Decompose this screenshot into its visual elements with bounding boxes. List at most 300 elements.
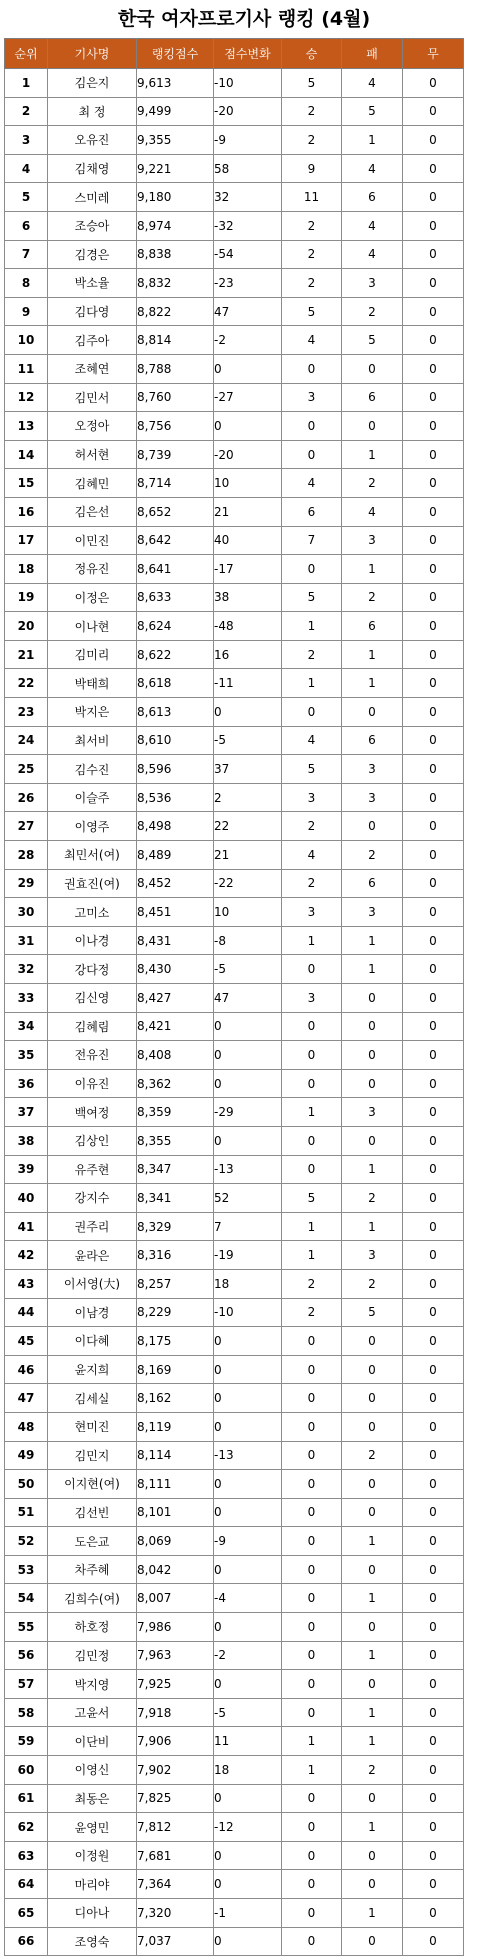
cell-name: 박태희 — [48, 669, 137, 698]
cell-name: 이유진 — [48, 1069, 137, 1098]
table-row — [5, 1241, 464, 1270]
cell-name: 윤지희 — [48, 1355, 137, 1384]
page-title: 한국 여자프로기사 랭킹 (4월) — [117, 8, 371, 30]
cell-draw: 0 — [403, 755, 464, 784]
cell-score: 8,408 — [137, 1041, 214, 1070]
cell-loss: 0 — [342, 1870, 403, 1899]
table-row — [5, 1584, 464, 1613]
cell-win: 6 — [282, 497, 342, 526]
cell-rank: 27 — [5, 812, 48, 841]
cell-change: 0 — [214, 698, 282, 727]
table-row — [5, 97, 464, 126]
cell-draw: 0 — [403, 1327, 464, 1356]
cell-draw: 0 — [403, 583, 464, 612]
cell-draw: 0 — [403, 240, 464, 269]
cell-name: 허서현 — [48, 440, 137, 469]
cell-score: 8,788 — [137, 354, 214, 383]
cell-win: 0 — [282, 1784, 342, 1813]
cell-loss: 0 — [342, 1327, 403, 1356]
cell-draw: 0 — [403, 269, 464, 298]
cell-win: 1 — [282, 669, 342, 698]
cell-draw: 0 — [403, 1927, 464, 1956]
cell-loss: 0 — [342, 698, 403, 727]
table-row — [5, 755, 464, 784]
cell-loss: 6 — [342, 383, 403, 412]
cell-name: 백여정 — [48, 1098, 137, 1127]
cell-name: 김은선 — [48, 497, 137, 526]
cell-score: 8,974 — [137, 211, 214, 240]
table-row — [5, 726, 464, 755]
cell-name: 김선빈 — [48, 1498, 137, 1527]
cell-rank: 66 — [5, 1927, 48, 1956]
cell-loss: 2 — [342, 469, 403, 498]
cell-score: 8,498 — [137, 812, 214, 841]
cell-score: 8,355 — [137, 1126, 214, 1155]
cell-loss: 1 — [342, 1813, 403, 1842]
cell-draw: 0 — [403, 1670, 464, 1699]
cell-rank: 18 — [5, 555, 48, 584]
cell-win: 7 — [282, 526, 342, 555]
cell-win: 9 — [282, 154, 342, 183]
cell-name: 이민진 — [48, 526, 137, 555]
cell-score: 8,822 — [137, 297, 214, 326]
cell-name: 권주리 — [48, 1212, 137, 1241]
cell-loss: 0 — [342, 1012, 403, 1041]
cell-draw: 0 — [403, 183, 464, 212]
table-row — [5, 898, 464, 927]
table-row — [5, 1298, 464, 1327]
cell-rank: 58 — [5, 1698, 48, 1727]
table-row — [5, 1041, 464, 1070]
cell-score: 8,642 — [137, 526, 214, 555]
cell-loss: 1 — [342, 1212, 403, 1241]
cell-win: 0 — [282, 1498, 342, 1527]
table-row — [5, 1470, 464, 1499]
cell-rank: 33 — [5, 984, 48, 1013]
cell-rank: 14 — [5, 440, 48, 469]
cell-name: 이남경 — [48, 1298, 137, 1327]
cell-name: 김혜림 — [48, 1012, 137, 1041]
cell-win: 0 — [282, 698, 342, 727]
cell-draw: 0 — [403, 1756, 464, 1785]
table-row — [5, 1870, 464, 1899]
cell-loss: 1 — [342, 555, 403, 584]
cell-rank: 19 — [5, 583, 48, 612]
cell-draw: 0 — [403, 1727, 464, 1756]
cell-name: 전유진 — [48, 1041, 137, 1070]
cell-name: 스미레 — [48, 183, 137, 212]
cell-rank: 54 — [5, 1584, 48, 1613]
cell-score: 7,825 — [137, 1784, 214, 1813]
cell-change: -2 — [214, 326, 282, 355]
cell-score: 9,355 — [137, 126, 214, 155]
cell-change: 10 — [214, 469, 282, 498]
cell-draw: 0 — [403, 97, 464, 126]
cell-loss: 0 — [342, 1670, 403, 1699]
cell-draw: 0 — [403, 1241, 464, 1270]
cell-win: 1 — [282, 1241, 342, 1270]
cell-win: 1 — [282, 1098, 342, 1127]
cell-name: 김미리 — [48, 640, 137, 669]
cell-loss: 4 — [342, 497, 403, 526]
header-name: 기사명 — [48, 39, 137, 69]
cell-name: 이슬주 — [48, 783, 137, 812]
cell-draw: 0 — [403, 1841, 464, 1870]
table-row — [5, 211, 464, 240]
cell-loss: 0 — [342, 1470, 403, 1499]
cell-rank: 25 — [5, 755, 48, 784]
cell-win: 1 — [282, 1756, 342, 1785]
cell-win: 2 — [282, 1298, 342, 1327]
cell-change: -22 — [214, 869, 282, 898]
cell-win: 0 — [282, 1899, 342, 1928]
cell-rank: 16 — [5, 497, 48, 526]
cell-win: 2 — [282, 240, 342, 269]
table-row — [5, 297, 464, 326]
cell-change: -11 — [214, 669, 282, 698]
cell-rank: 26 — [5, 783, 48, 812]
cell-win: 0 — [282, 1841, 342, 1870]
cell-loss: 4 — [342, 240, 403, 269]
cell-win: 0 — [282, 1555, 342, 1584]
cell-loss: 5 — [342, 1298, 403, 1327]
cell-score: 8,633 — [137, 583, 214, 612]
cell-loss: 2 — [342, 1756, 403, 1785]
cell-loss: 0 — [342, 1927, 403, 1956]
cell-win: 4 — [282, 726, 342, 755]
cell-score: 8,111 — [137, 1470, 214, 1499]
cell-draw: 0 — [403, 1441, 464, 1470]
cell-rank: 8 — [5, 269, 48, 298]
cell-rank: 23 — [5, 698, 48, 727]
cell-score: 7,925 — [137, 1670, 214, 1699]
table-row — [5, 1727, 464, 1756]
cell-change: 18 — [214, 1756, 282, 1785]
cell-change: 21 — [214, 841, 282, 870]
table-row — [5, 412, 464, 441]
cell-change: 58 — [214, 154, 282, 183]
cell-name: 이나경 — [48, 926, 137, 955]
cell-draw: 0 — [403, 926, 464, 955]
table-row — [5, 1555, 464, 1584]
header-draw: 무 — [403, 39, 464, 69]
cell-name: 김민지 — [48, 1441, 137, 1470]
cell-name: 김신영 — [48, 984, 137, 1013]
cell-score: 8,430 — [137, 955, 214, 984]
cell-win: 0 — [282, 1384, 342, 1413]
cell-win: 0 — [282, 1870, 342, 1899]
header-win: 승 — [282, 39, 342, 69]
cell-draw: 0 — [403, 1813, 464, 1842]
cell-loss: 4 — [342, 154, 403, 183]
cell-change: 0 — [214, 1784, 282, 1813]
cell-rank: 62 — [5, 1813, 48, 1842]
cell-score: 9,613 — [137, 69, 214, 98]
cell-draw: 0 — [403, 1498, 464, 1527]
cell-rank: 4 — [5, 154, 48, 183]
cell-draw: 0 — [403, 526, 464, 555]
cell-win: 2 — [282, 640, 342, 669]
cell-name: 김민서 — [48, 383, 137, 412]
table-row — [5, 1012, 464, 1041]
cell-change: 7 — [214, 1212, 282, 1241]
cell-draw: 0 — [403, 1384, 464, 1413]
cell-win: 11 — [282, 183, 342, 212]
cell-change: -5 — [214, 726, 282, 755]
cell-change: 37 — [214, 755, 282, 784]
cell-loss: 3 — [342, 755, 403, 784]
cell-loss: 1 — [342, 926, 403, 955]
cell-name: 최서비 — [48, 726, 137, 755]
cell-loss: 3 — [342, 898, 403, 927]
cell-draw: 0 — [403, 1784, 464, 1813]
cell-win: 1 — [282, 1727, 342, 1756]
cell-loss: 0 — [342, 984, 403, 1013]
cell-name: 이다혜 — [48, 1327, 137, 1356]
cell-name: 조영숙 — [48, 1927, 137, 1956]
cell-name: 하호정 — [48, 1613, 137, 1642]
cell-loss: 0 — [342, 812, 403, 841]
table-row — [5, 1269, 464, 1298]
cell-draw: 0 — [403, 869, 464, 898]
table-row — [5, 669, 464, 698]
table-row — [5, 1756, 464, 1785]
cell-loss: 1 — [342, 955, 403, 984]
header-change: 점수변화 — [214, 39, 282, 69]
cell-draw: 0 — [403, 1613, 464, 1642]
table-row — [5, 1412, 464, 1441]
cell-loss: 6 — [342, 612, 403, 641]
cell-win: 0 — [282, 1698, 342, 1727]
cell-loss: 0 — [342, 1613, 403, 1642]
cell-score: 7,906 — [137, 1727, 214, 1756]
cell-draw: 0 — [403, 1899, 464, 1928]
cell-loss: 1 — [342, 640, 403, 669]
cell-rank: 56 — [5, 1641, 48, 1670]
cell-change: 38 — [214, 583, 282, 612]
cell-loss: 0 — [342, 1041, 403, 1070]
cell-win: 0 — [282, 1155, 342, 1184]
cell-rank: 36 — [5, 1069, 48, 1098]
cell-loss: 3 — [342, 526, 403, 555]
table-row — [5, 1899, 464, 1928]
cell-score: 8,610 — [137, 726, 214, 755]
cell-win: 2 — [282, 1269, 342, 1298]
cell-rank: 51 — [5, 1498, 48, 1527]
cell-name: 고윤서 — [48, 1698, 137, 1727]
cell-name: 김주아 — [48, 326, 137, 355]
cell-draw: 0 — [403, 1527, 464, 1556]
cell-win: 4 — [282, 469, 342, 498]
cell-draw: 0 — [403, 1041, 464, 1070]
cell-name: 이정원 — [48, 1841, 137, 1870]
cell-rank: 57 — [5, 1670, 48, 1699]
cell-score: 8,641 — [137, 555, 214, 584]
cell-rank: 34 — [5, 1012, 48, 1041]
cell-score: 8,714 — [137, 469, 214, 498]
cell-win: 1 — [282, 926, 342, 955]
cell-change: 32 — [214, 183, 282, 212]
cell-win: 1 — [282, 612, 342, 641]
cell-rank: 44 — [5, 1298, 48, 1327]
cell-score: 8,431 — [137, 926, 214, 955]
cell-draw: 0 — [403, 497, 464, 526]
cell-change: -20 — [214, 440, 282, 469]
cell-change: -12 — [214, 1813, 282, 1842]
cell-rank: 7 — [5, 240, 48, 269]
cell-win: 5 — [282, 583, 342, 612]
cell-score: 8,257 — [137, 1269, 214, 1298]
cell-draw: 0 — [403, 1184, 464, 1213]
cell-change: -32 — [214, 211, 282, 240]
cell-draw: 0 — [403, 412, 464, 441]
cell-change: 22 — [214, 812, 282, 841]
cell-rank: 59 — [5, 1727, 48, 1756]
cell-score: 9,499 — [137, 97, 214, 126]
table-row — [5, 326, 464, 355]
cell-loss: 0 — [342, 1841, 403, 1870]
cell-name: 이나현 — [48, 612, 137, 641]
cell-win: 0 — [282, 1327, 342, 1356]
table-row — [5, 69, 464, 98]
cell-draw: 0 — [403, 1412, 464, 1441]
cell-rank: 22 — [5, 669, 48, 698]
cell-win: 0 — [282, 1126, 342, 1155]
cell-loss: 6 — [342, 183, 403, 212]
cell-draw: 0 — [403, 698, 464, 727]
cell-draw: 0 — [403, 1584, 464, 1613]
cell-change: 10 — [214, 898, 282, 927]
cell-name: 조승아 — [48, 211, 137, 240]
cell-name: 김다영 — [48, 297, 137, 326]
cell-draw: 0 — [403, 955, 464, 984]
cell-win: 0 — [282, 1412, 342, 1441]
cell-rank: 29 — [5, 869, 48, 898]
cell-score: 8,739 — [137, 440, 214, 469]
cell-rank: 46 — [5, 1355, 48, 1384]
cell-change: -20 — [214, 97, 282, 126]
cell-change: 47 — [214, 297, 282, 326]
cell-draw: 0 — [403, 383, 464, 412]
cell-name: 차주혜 — [48, 1555, 137, 1584]
cell-change: -9 — [214, 126, 282, 155]
cell-loss: 0 — [342, 1555, 403, 1584]
cell-change: 0 — [214, 354, 282, 383]
cell-change: -5 — [214, 1698, 282, 1727]
cell-draw: 0 — [403, 1355, 464, 1384]
cell-win: 0 — [282, 1355, 342, 1384]
cell-score: 9,180 — [137, 183, 214, 212]
cell-score: 8,832 — [137, 269, 214, 298]
cell-name: 윤라은 — [48, 1241, 137, 1270]
cell-change: 40 — [214, 526, 282, 555]
cell-name: 권효진(여) — [48, 869, 137, 898]
cell-change: 0 — [214, 1126, 282, 1155]
cell-draw: 0 — [403, 297, 464, 326]
table-row — [5, 1098, 464, 1127]
cell-change: -10 — [214, 69, 282, 98]
cell-score: 8,652 — [137, 497, 214, 526]
cell-name: 이영주 — [48, 812, 137, 841]
table-row — [5, 698, 464, 727]
cell-rank: 55 — [5, 1613, 48, 1642]
cell-name: 강지수 — [48, 1184, 137, 1213]
cell-draw: 0 — [403, 1698, 464, 1727]
cell-draw: 0 — [403, 326, 464, 355]
cell-draw: 0 — [403, 126, 464, 155]
cell-name: 박지영 — [48, 1670, 137, 1699]
cell-win: 4 — [282, 326, 342, 355]
table-row — [5, 1784, 464, 1813]
table-row — [5, 869, 464, 898]
cell-change: -13 — [214, 1155, 282, 1184]
cell-win: 3 — [282, 984, 342, 1013]
cell-rank: 9 — [5, 297, 48, 326]
cell-rank: 53 — [5, 1555, 48, 1584]
cell-rank: 63 — [5, 1841, 48, 1870]
table-row — [5, 1384, 464, 1413]
table-row — [5, 1698, 464, 1727]
cell-draw: 0 — [403, 1269, 464, 1298]
cell-win: 0 — [282, 1641, 342, 1670]
cell-loss: 0 — [342, 1126, 403, 1155]
cell-draw: 0 — [403, 69, 464, 98]
cell-win: 0 — [282, 555, 342, 584]
cell-name: 최 정 — [48, 97, 137, 126]
cell-draw: 0 — [403, 984, 464, 1013]
cell-win: 2 — [282, 812, 342, 841]
cell-draw: 0 — [403, 783, 464, 812]
cell-rank: 30 — [5, 898, 48, 927]
cell-loss: 2 — [342, 841, 403, 870]
cell-rank: 17 — [5, 526, 48, 555]
cell-rank: 2 — [5, 97, 48, 126]
cell-draw: 0 — [403, 1555, 464, 1584]
cell-name: 조혜연 — [48, 354, 137, 383]
cell-rank: 32 — [5, 955, 48, 984]
cell-score: 8,838 — [137, 240, 214, 269]
cell-rank: 48 — [5, 1412, 48, 1441]
cell-draw: 0 — [403, 640, 464, 669]
cell-win: 2 — [282, 97, 342, 126]
cell-score: 8,119 — [137, 1412, 214, 1441]
cell-score: 8,451 — [137, 898, 214, 927]
cell-rank: 38 — [5, 1126, 48, 1155]
table-row — [5, 812, 464, 841]
cell-name: 디아나 — [48, 1899, 137, 1928]
cell-win: 0 — [282, 955, 342, 984]
cell-draw: 0 — [403, 1870, 464, 1899]
table-row — [5, 154, 464, 183]
cell-loss: 3 — [342, 1241, 403, 1270]
cell-draw: 0 — [403, 1012, 464, 1041]
cell-loss: 6 — [342, 726, 403, 755]
cell-rank: 35 — [5, 1041, 48, 1070]
cell-change: 2 — [214, 783, 282, 812]
cell-rank: 47 — [5, 1384, 48, 1413]
cell-change: -27 — [214, 383, 282, 412]
cell-rank: 49 — [5, 1441, 48, 1470]
cell-change: 0 — [214, 1498, 282, 1527]
cell-rank: 61 — [5, 1784, 48, 1813]
cell-rank: 20 — [5, 612, 48, 641]
cell-change: 0 — [214, 1412, 282, 1441]
cell-change: 0 — [214, 1870, 282, 1899]
cell-loss: 1 — [342, 669, 403, 698]
cell-score: 8,421 — [137, 1012, 214, 1041]
cell-rank: 21 — [5, 640, 48, 669]
cell-change: -29 — [214, 1098, 282, 1127]
